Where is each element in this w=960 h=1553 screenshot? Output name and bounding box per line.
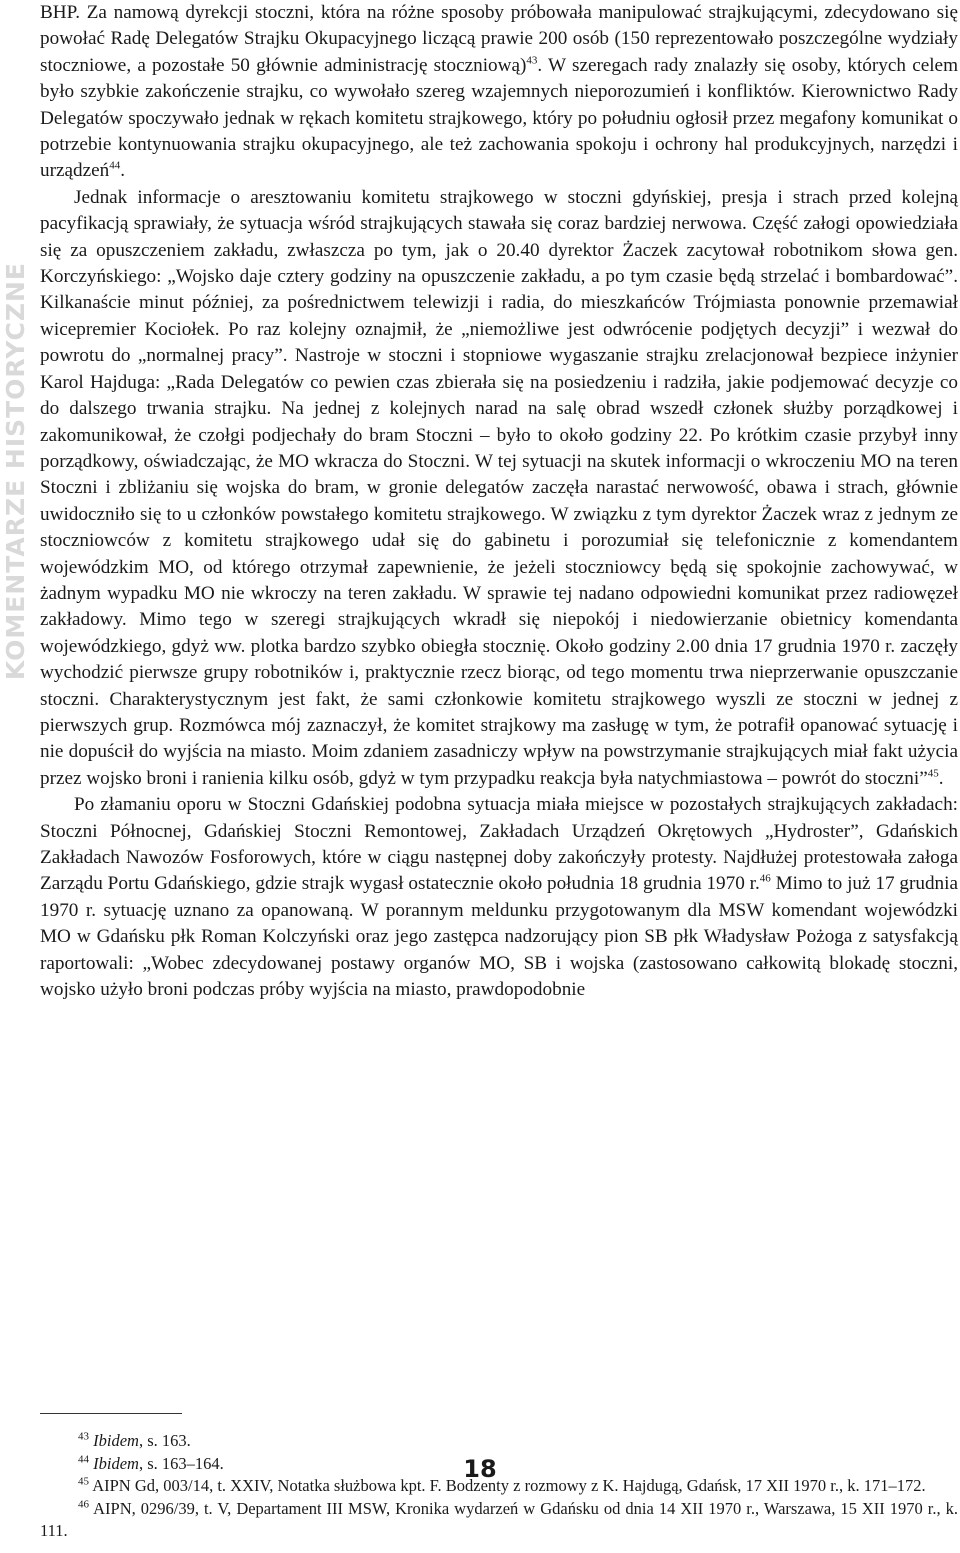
footnote-43 <box>40 1430 958 1453</box>
footnote-ref[interactable]: 44 <box>109 160 121 173</box>
paragraph-3 <box>40 792 958 1003</box>
footnote-number: 46 <box>78 1498 89 1511</box>
paragraph-text: Mimo to już 17 grudnia 1970 r. sytuację uznano za opanowaną. W porannym meldunku przygotowanym dla MSW komendant wojewódzki MO w Gdańsku płk Roman Kolczyński oraz jego zastępca nadzorujący pion SB płk Władysław Pożoga z satysfakcją raportowali: „Wobec zdecydowanej postawy organów MO, SB i wojska (zastosowano całkowitą blokadę stoczni, wojsko użyło broni podczas próby wyjścia na miasto, prawdopodobnie <box>40 873 958 1001</box>
footnote-ref[interactable]: 45 <box>927 767 939 780</box>
side-label-text: KOMENTARZE HISTORYCZNE <box>0 261 30 680</box>
paragraph-text: Po złamaniu oporu w Stoczni Gdańskiej podobna sytuacja miała miejsce w pozostałych strajkujących zakładach: Stoczni Północnej, Gdańskiej Stoczni Remontowej, Zakładach Urządzeń Okrętowych „Hydroster”, Gdańskich Zakładach Nawozów Fosforowych, które w ciągu następnej doby zakończyły protesty. Najdłużej protestowała załoga Zarządu Portu Gdańskiego, gdzie strajk wygasł ostatecznie około południa 18 grudnia 1970 r. <box>40 794 958 895</box>
section-side-label <box>0 0 30 680</box>
footnote-italic: Ibidem <box>93 1453 139 1473</box>
main-text <box>40 0 958 1003</box>
footnote-divider <box>40 1413 182 1414</box>
footnotes <box>40 1430 958 1543</box>
paragraph-text: Jednak informacje o aresztowaniu komitetu strajkowego w stoczni gdyńskiej, presja i strach przed kolejną pacyfikacją sprawiały, że sytuacja wśród strajkujących stawała się coraz bardziej nerwowa. Część załogi opowiedziała się za opuszczeniem zakładu, zwłaszcza po tym, jak o 20.40 dyrektor Żaczek zacytował robotnikom słowa gen. Korczyńskiego: „Wojsko daje cztery godziny na opuszczenie zakładu, a po tym czasie będą strzelać i bombardować”. Kilkanaście minut później, za pośrednictwem telewizji i radia, do mieszkańców Trójmiasta ponownie przemawiał wicepremier Kociołek. Po raz kolejny oznajmił, że „niemożliwe jest odwrócenie podjętych decyzji” i wezwał do powrotu do „normalnej pracy”. Nastroje w stoczni i stopniowe wygaszanie strajku zrelacjonował bezpiece inżynier Karol Hajduga: „Rada Delegatów co pewien czas zbierała się na posiedzeniu i radziła, jakie podjemować decyzje co do dalszego trwania strajku. Na jednej z kolejnych narad na salę obrad wszedł członek służby porządkowej i zakomunikował, że czołgi podjechały do bram Stoczni – było to około godziny 22. Po krótkim czasie przybył inny porządkowy, oświadczając, że MO wkracza do Stoczni. W tej sytuacji na skutek informacji o wkroczeniu MO na teren Stoczni i zbliżaniu się wojska do bram, w gronie delegatów zaczęła narastać nerwowość, obawa i strach, głównie uwidoczniło się to u członków powstałego komitetu strajkowego. W związku z tym dyrektor Żaczek wraz z jednym ze stoczniowców z komitetu strajkowego udał się do gabinetu i porozumiał się telefonicznie z komendantem wojewódzkim MO, od którego otrzymał zapewnienie, że jeżeli stoczniowcy będą się spokojnie zachowywać, w żadnym wypadku MO nie wkroczy na teren zakładu. W sprawie tej nadano odpowiedni komunikat przez radiowęzeł zakładowy. Mimo tego w szeregi strajkujących wkradł się niepokój i niedowierzanie obietnicy komendanta wojewódzkiego, gdyż ww. plotka bardzo szybko obiegła stocznię. Około godziny 2.00 dnia 17 grudnia 1970 r. zaczęły wychodzić pierwsze grupy robotników i, praktycznie rzecz biorąc, od tego momentu trwa nieprzerwanie opuszczanie stoczni. Charakterystycznym jest fakt, że sami członkowie komitetu strajkowego wyszli ze stoczni w jednej z pierwszych grup. Rozmówca mój zaznaczył, że komitet strajkowy ma zasługę w tym, że potrafił opanować sytuację i nie dopuścił do wyjścia na miasto. Moim zdaniem zasadniczy wpływ na powstrzymanie strajkujących miał fakt użycia przez wojsko broni i ranienia kilku osób, gdyż w tym przypadku reakcja była natychmiastowa – powrót do stoczni” <box>40 186 958 789</box>
paragraph-text: . <box>938 767 944 789</box>
paragraph-1 <box>40 0 958 185</box>
paragraph-2 <box>40 185 958 792</box>
footnote-italic: Ibidem <box>93 1431 139 1450</box>
footnote-number: 45 <box>78 1475 89 1488</box>
page-number: 18 <box>463 1455 497 1483</box>
footnote-number: 43 <box>78 1430 89 1443</box>
footnote-number: 44 <box>78 1453 89 1466</box>
footnote-ref[interactable]: 46 <box>759 873 771 886</box>
paragraph-text: . <box>120 160 126 182</box>
paragraph-text: BHP. Za namową dyrekcji stoczni, która na różne sposoby próbowała manipulować strajkującymi, zdecydowano się powołać Radę Delegatów Strajku Okupacyjnego liczącą prawie 200 osób (150 reprezentowało poszczególne wydziały stoczniowe, a pozostałe 50 głównie administrację stoczniową) <box>40 2 958 76</box>
footnote-text: AIPN, 0296/39, t. V, Departament III MSW, Kronika wydarzeń w Gdańsku od dnia 14 XII 1970 r., Warszawa, 15 XII 1970 r., k. 111. <box>40 1498 958 1541</box>
footnote-text: , s. 163. <box>138 1431 191 1450</box>
footnote-text: AIPN Gd, 003/14, t. XXIV, Notatka służbowa kpt. F. Bodzenty z rozmowy z K. Hajdugą, Gdańsk, 17 XII 1970 r., k. 171–172. <box>92 1476 926 1496</box>
footnote-46 <box>40 1498 958 1543</box>
footnote-text: , s. 163–164. <box>138 1453 224 1473</box>
footnote-ref[interactable]: 43 <box>526 54 538 67</box>
paragraph-text: . W szeregach rady znalazły się osoby, których celem było szybkie zakończenie strajku, co wywołało szereg wzajemnych nieporozumień i konfliktów. Kierownictwo Rady Delegatów spoczywało jednak w rękach komitetu strajkowego, który po południu ogłosił przez megafony komunikat o potrzebie kontynuowania strajku okupacyjnego, ale też zachowania spokoju i ochrony hal produkcyjnych, narzędzi i urządzeń <box>40 54 958 182</box>
